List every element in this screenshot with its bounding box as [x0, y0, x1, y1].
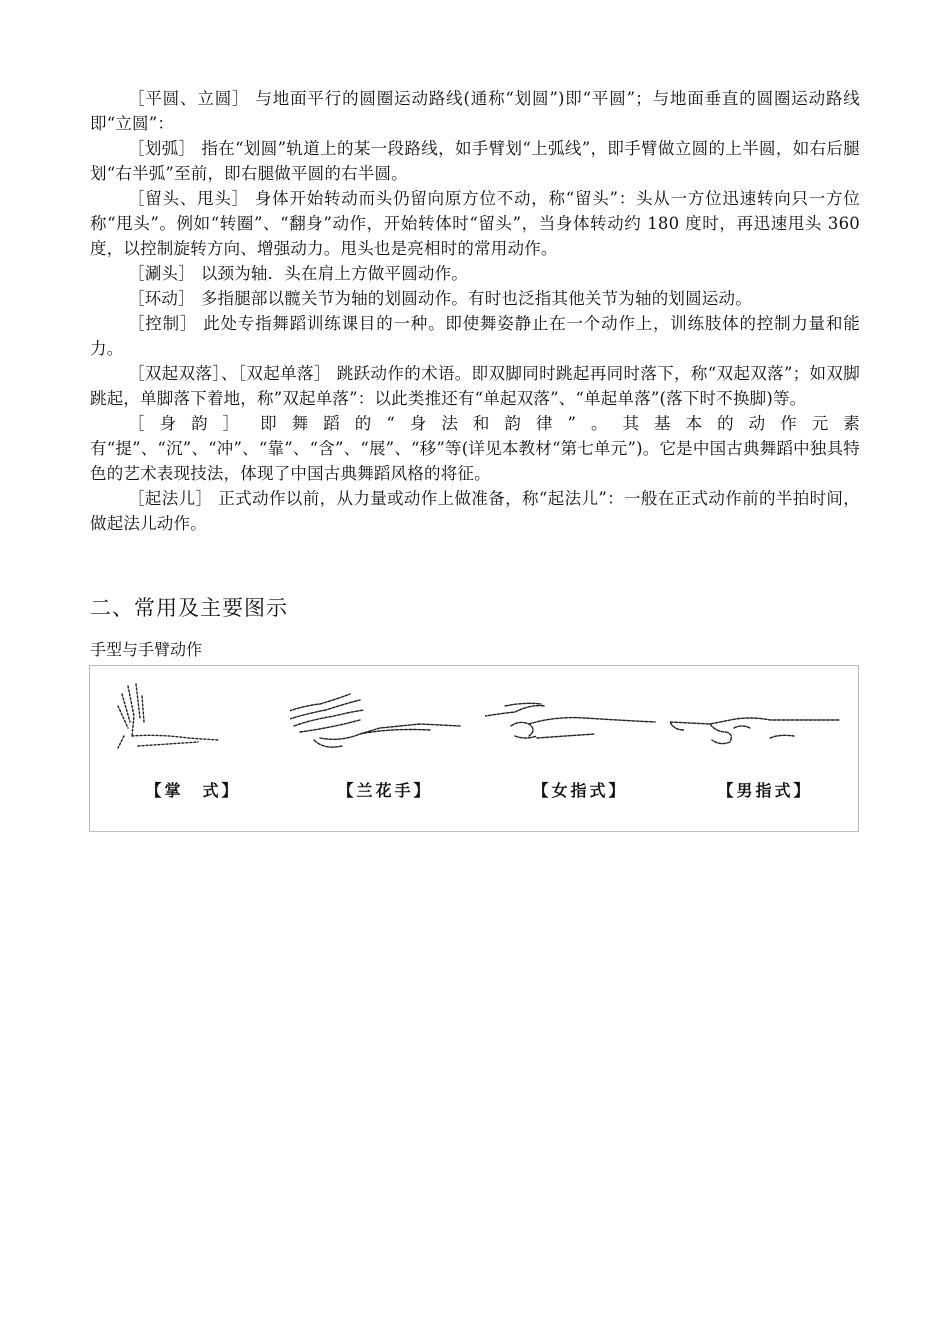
- term-tag: ［控制］: [128, 314, 198, 333]
- figure-caption: 【掌 式】: [145, 781, 241, 800]
- palm-hand-icon: [98, 676, 288, 776]
- figure-female-finger: [485, 666, 675, 831]
- subsection-title: 手型与手臂动作: [90, 640, 203, 659]
- figure-male-finger: [670, 666, 860, 831]
- term-definition: 正式动作以前，从力量或动作上做准备，称“起法儿”：一般在正式动作前的半拍时间，做起法儿动作。: [90, 489, 861, 533]
- figure-caption: 【兰花手】: [337, 781, 433, 800]
- term-entry: [90, 411, 860, 486]
- term-definition: 此处专指舞蹈训练课目的一种。即使舞姿静止在一个动作上，训练肢体的控制力量和能力。: [90, 314, 860, 358]
- term-definition: 以颈为轴．头在肩上方做平圆动作。: [200, 264, 469, 283]
- male-finger-hand-icon: [670, 676, 860, 776]
- term-tag: ［环动］: [128, 289, 195, 308]
- term-definition: 多指腿部以髋关节为轴的划圆动作。有时也泛指其他关节为轴的划圆运动。: [200, 289, 752, 308]
- term-tag: ［平圆、立圆］: [128, 89, 250, 108]
- term-definition: 与地面平行的圆圈运动路线(通称“划圆”)即“平圆”；与地面垂直的圆圈运动路线即“立圆”：: [90, 89, 861, 133]
- female-finger-hand-icon: [485, 676, 675, 776]
- terms-list: [90, 86, 860, 536]
- term-entry: [90, 361, 860, 411]
- term-definition: 跳跃动作的术语。即双脚同时跳起再同时落下，称“双起双落”；如双脚跳起，单脚落下着地，称”双起单落”：以此类推还有“单起双落”、“单起单落”(落下时不换脚)等。: [90, 364, 860, 408]
- figure-orchid: [290, 666, 480, 831]
- term-tag: ［双起双落］、［双起单落］: [128, 364, 331, 383]
- term-tag: ［留头、甩头］: [128, 189, 249, 208]
- term-entry: [90, 486, 860, 536]
- term-tag: ［划弧］: [128, 139, 196, 158]
- figure-palm: [98, 666, 288, 831]
- term-entry: [90, 261, 860, 286]
- term-definition: 指在“划圆”轨道上的某一段路线，如手臂划“上弧线”，即手臂做立圆的上半圆，如右后腿划“右半弧”至前，即右腿做平圆的右半圆。: [90, 139, 860, 183]
- hand-shape-figure: [89, 665, 859, 832]
- orchid-hand-icon: [290, 676, 480, 776]
- term-entry: [90, 286, 860, 311]
- term-definition: 即舞蹈的“身法和韵律”。其基本的动作元素有“提”、“沉”、“冲”、“靠”、“含”、“展”、“移”等(详见本教材“第七单元”)。它是中国古典舞蹈中独具特色的艺术表现技法，体现了中国古典舞蹈风格的将征。: [90, 414, 860, 483]
- term-entry: [90, 86, 860, 136]
- term-definition: 身体开始转动而头仍留向原方位不动，称“留头”：头从一方位迅速转向只一方位称“甩头”。例如“转圈”、“翻身”动作，开始转体时“留头”，当身体转动约 180 度时，再迅速甩头 360 度，以控制旋转方向、增强动力。甩头也是亮相时的常用动作。: [90, 189, 860, 258]
- term-entry: [90, 136, 860, 186]
- figure-caption: 【男指式】: [717, 781, 813, 800]
- term-tag: ［身韵］: [128, 414, 255, 433]
- term-entry: [90, 186, 860, 261]
- section-title: 二、常用及主要图示: [90, 596, 288, 620]
- term-tag: ［起法儿］: [128, 489, 213, 508]
- term-entry: [90, 311, 860, 361]
- figure-caption: 【女指式】: [532, 781, 628, 800]
- term-tag: ［涮头］: [128, 264, 195, 283]
